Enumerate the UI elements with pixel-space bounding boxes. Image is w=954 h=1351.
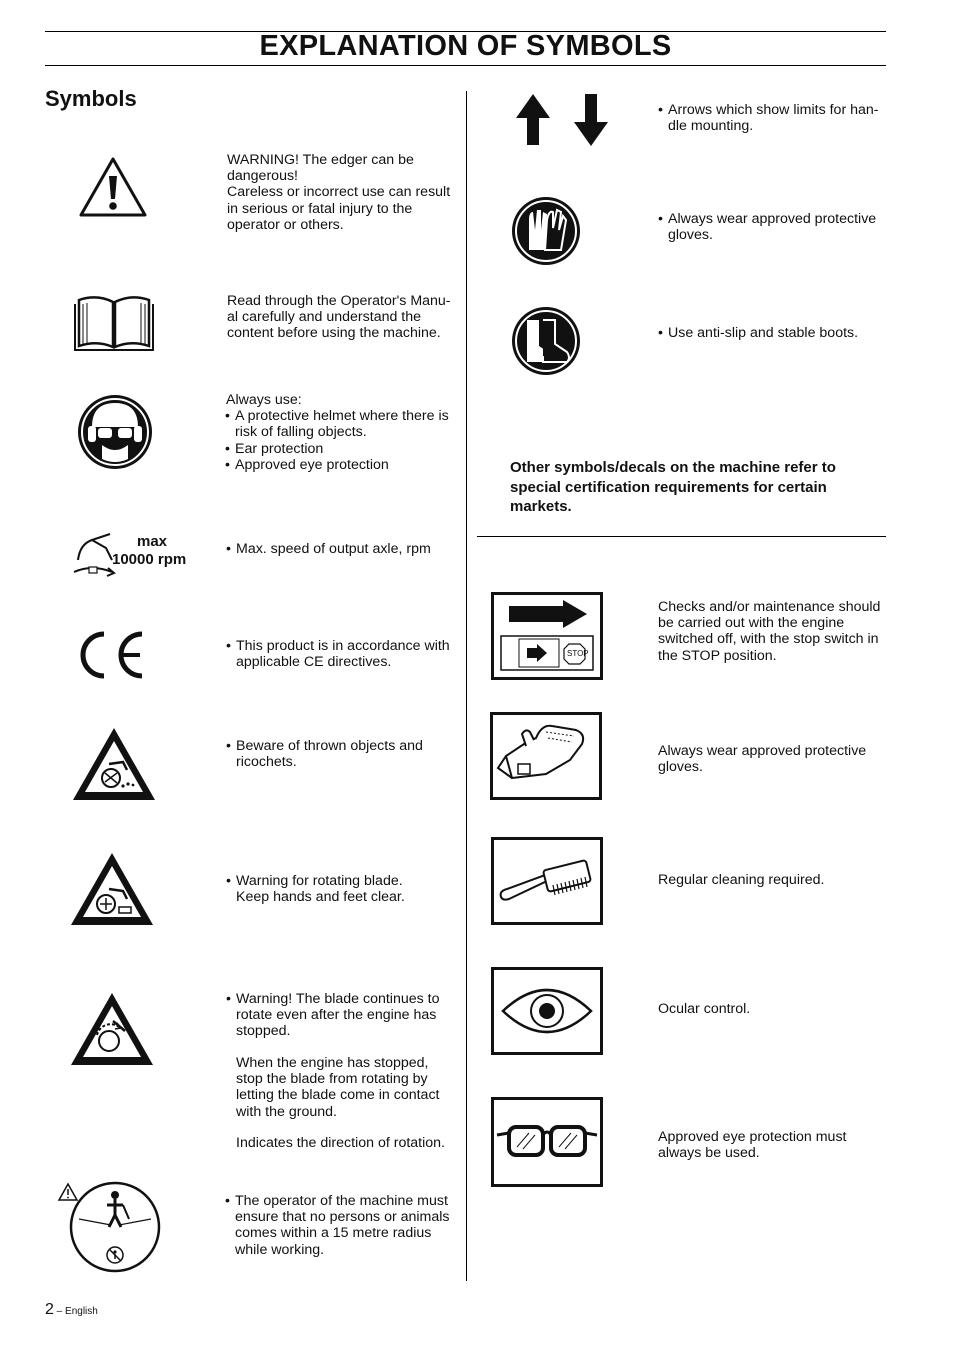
thrown-text xyxy=(226,738,423,770)
text-line: • Beware of thrown objects and xyxy=(236,738,423,754)
up-down-arrows-icon xyxy=(516,94,608,146)
text-line: • Always wear approved protective xyxy=(668,211,877,227)
text-line: operator or others. xyxy=(227,216,344,233)
continues-para3 xyxy=(236,1135,445,1151)
footer-language: – English xyxy=(53,1306,98,1317)
text-line: special certification requirements for certain xyxy=(510,478,827,496)
header-bottom-rule xyxy=(45,65,886,66)
text-line: al carefully and understand the xyxy=(227,309,422,326)
text-line: Checks and/or maintenance should xyxy=(658,599,881,615)
text-line: Regular cleaning required. xyxy=(658,872,825,888)
text-line: Ocular control. xyxy=(658,1001,751,1017)
section-divider xyxy=(477,536,886,537)
ppe-bullet-helmet xyxy=(225,408,449,440)
text-line: • Use anti-slip and stable boots. xyxy=(668,325,859,341)
boots-text xyxy=(658,325,858,341)
max-speed-text xyxy=(226,541,431,557)
ce-text xyxy=(226,638,450,670)
boots-round-icon xyxy=(511,306,581,376)
page-footer xyxy=(45,1301,98,1319)
glove-square-icon xyxy=(490,712,602,800)
text-line: • Warning! The blade continues to xyxy=(236,991,440,1007)
max-label: max xyxy=(137,533,168,550)
text-line: • A protective helmet where there is xyxy=(235,408,449,424)
stop-check-text xyxy=(658,599,880,664)
text-line: • Max. speed of output axle, rpm xyxy=(236,541,431,557)
text-line: Indicates the direction of rotation. xyxy=(236,1135,445,1151)
text-line: gloves. xyxy=(658,759,703,776)
text-line: markets. xyxy=(510,498,572,515)
radius-text xyxy=(225,1193,450,1258)
text-line: stopped. xyxy=(236,1023,291,1040)
text-line: Always wear approved protective xyxy=(658,743,867,759)
manual-text xyxy=(227,293,451,342)
ppe-bullet-eye xyxy=(225,457,389,473)
text-line: • Warning for rotating blade. xyxy=(236,873,403,889)
continues-text xyxy=(226,991,439,1040)
gloves-square-text xyxy=(658,743,866,775)
text-line: stop the blade from rotating by xyxy=(236,1071,428,1088)
text-line: gloves. xyxy=(668,227,713,244)
text-line: • This product is in accordance with xyxy=(236,638,450,654)
gloves-round-text xyxy=(658,211,876,243)
page-number: 2 xyxy=(45,1301,54,1318)
text-line: Read through the Operator's Manu- xyxy=(227,293,451,309)
text-line: • Ear protection xyxy=(235,441,324,457)
continues-para2 xyxy=(236,1055,439,1120)
ppe-intro: Always use: xyxy=(226,392,302,408)
text-line: Approved eye protection must xyxy=(658,1129,847,1145)
text-line: applicable CE directives. xyxy=(236,654,392,671)
text-line: • The operator of the machine must xyxy=(235,1193,448,1209)
text-line: with the ground. xyxy=(236,1103,337,1120)
text-line: Careless or incorrect use can result xyxy=(227,184,451,201)
warning-text xyxy=(227,152,450,233)
warning-triangle-icon xyxy=(78,156,148,218)
blade-continues-rotating-icon xyxy=(69,991,155,1067)
open-book-icon xyxy=(73,294,155,354)
text-line: ensure that no persons or animals xyxy=(235,1209,450,1226)
column-divider xyxy=(466,91,467,1281)
text-line: letting the blade come in contact xyxy=(236,1087,440,1104)
stop-label: STOP xyxy=(567,649,589,658)
text-line: while working. xyxy=(235,1241,325,1258)
other-symbols-note xyxy=(510,458,836,517)
goggles-icon xyxy=(491,1097,603,1187)
text-line: Keep hands and feet clear. xyxy=(236,889,405,906)
page-title: EXPLANATION OF SYMBOLS xyxy=(259,30,672,62)
text-line: • Arrows which show limits for han- xyxy=(668,102,879,118)
cleaning-text xyxy=(658,872,824,888)
section-title: Symbols xyxy=(45,86,137,111)
text-line: be carried out with the engine xyxy=(658,615,845,632)
arrows-text xyxy=(658,102,879,134)
text-line: in serious or fatal injury to the xyxy=(227,200,413,217)
text-line: Other symbols/decals on the machine refer to xyxy=(510,459,836,476)
eye-protection-text xyxy=(658,1129,846,1161)
helmet-goggles-earmuffs-icon xyxy=(76,393,154,471)
thrown-objects-warning-icon xyxy=(71,726,157,802)
stop-switch-arrow-icon xyxy=(491,592,603,680)
brush-icon xyxy=(491,837,603,925)
text-line: content before using the machine. xyxy=(227,325,441,342)
text-line: WARNING! The edger can be xyxy=(227,152,414,168)
text-line: • Approved eye protection xyxy=(235,457,389,473)
eye-icon xyxy=(491,967,603,1055)
safety-radius-15m-icon xyxy=(57,1181,163,1273)
text-line: the STOP position. xyxy=(658,647,777,664)
text-line: dangerous! xyxy=(227,168,298,185)
text-line: ricochets. xyxy=(236,754,297,771)
rpm-label: 10000 rpm xyxy=(112,551,187,568)
text-line: comes within a 15 metre radius xyxy=(235,1225,432,1242)
text-line: rotate even after the engine has xyxy=(236,1007,437,1024)
gloves-round-icon xyxy=(511,196,581,266)
text-line: always be used. xyxy=(658,1145,760,1162)
text-line: When the engine has stopped, xyxy=(236,1055,429,1071)
text-line: switched off, with the stop switch in xyxy=(658,631,879,648)
text-line: risk of falling objects. xyxy=(235,424,367,441)
rotating-blade-warning-icon xyxy=(69,851,155,927)
text-line: dle mounting. xyxy=(668,118,754,135)
ocular-text xyxy=(658,1001,750,1017)
ce-mark-icon xyxy=(78,630,148,680)
rotating-text xyxy=(226,873,405,905)
ppe-bullet-ear xyxy=(225,441,323,457)
